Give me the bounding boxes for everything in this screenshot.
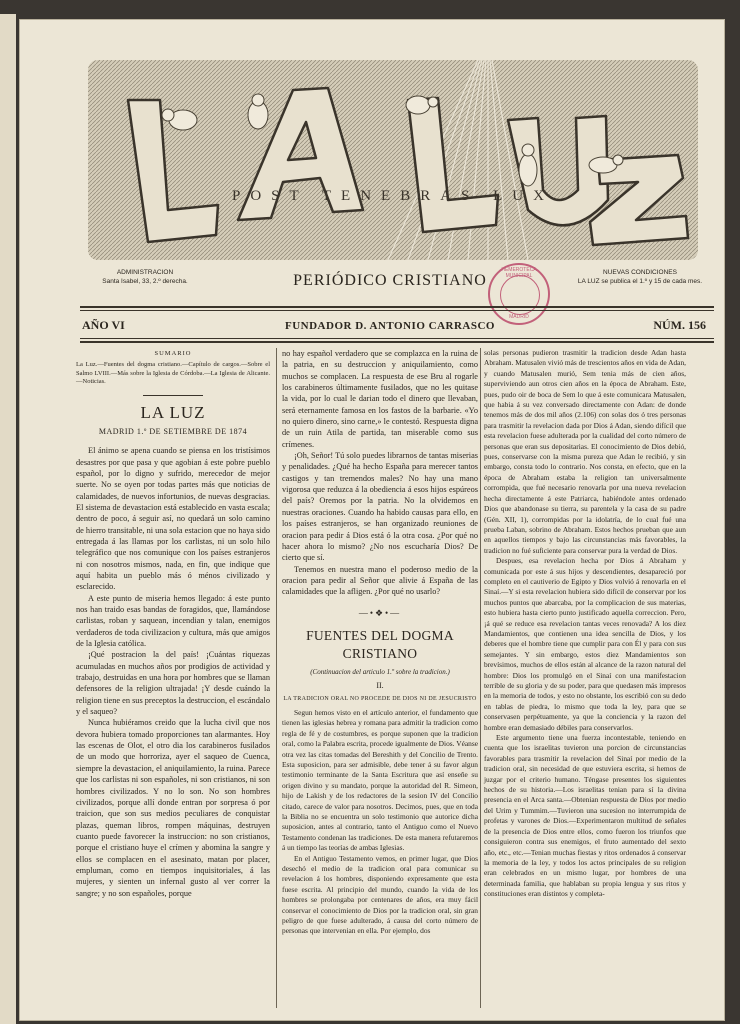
founder-line: FUNDADOR D. ANTONIO CARRASCO: [285, 320, 495, 332]
divider-rule: [80, 310, 714, 311]
article-paragraph: no hay español verdadero que se complazca en la ruina de la patria, en su destruccion y aniquilamiento, como muchos se complacen. La respuesta de ese Bru al rogarle los carabineros últimamente fusilados, que no les quitase la vida, por lo cual le darian todo el dinero que llevaban, será eternamente famosa en los fastos de la barbarie. «Yo no quiero dinero, sino carne,» le contestó. Respuesta digna de un ruin Atila de partida, tan miserable como sus crímenes.: [282, 349, 478, 449]
periodical-subtitle: PERIÓDICO CRISTIANO: [293, 272, 487, 289]
column-rule: [480, 348, 481, 1008]
adjacent-page-strip: [0, 14, 16, 1024]
motto-text: POST TENEBRAS LUX: [232, 188, 554, 204]
masthead-art: [88, 60, 698, 260]
article-paragraph: Despues, esa revelacion hecha por Dios á Abraham y comunicada por este á sus hijos y descendientes, desapareció por completo en el cautiverio de Egipto y Dios volvió á renovarla en el Sinaí.—Y si esta revelacion hubiera sido difícil de conservar por los muchos puntos que abarcaba, por la complicacion de sus materias, esto hubiera hasta cierto punto justificado aquella correccion. Pero, ¡á qué se reduce esa revelacion tantas veces renovada? A los diez Mandamientos, que contienen una idea sencilla de Dios, y los deberes que el hombre tiene que cumplir para con Él y para con sus semejantes. Y sin embargo, estos diez Mandamientos son brevísimos, muchos de ellos están al alcance de la razon natural del hombre: Dios los promulgó en el Sinaí con una manifestacion terrible de su gloria y de su poder, para que quedasen más impresos en la memoria de todos, y esto no obstante, los escribió con su dedo en tablas de piedra, lo mismo que toda la ley, para que se conservasen perpétuamente, ya que la conciencia y la razon del hombre eran demasiado débiles para conservarlos.: [484, 556, 686, 732]
ornament-divider: —•❖•—: [358, 607, 402, 618]
continuation-note: (Continuacion del articulo 1.º sobre la tradicion.): [310, 667, 450, 676]
article-paragraph: ¡Qué postracion la del país! ¡Cuántas riquezas acumuladas en muchos años por prodigios de actividad y trabajo, destruidas en una hora por hombres que se llaman defensores de la religion ultrajada! ¡Y desde cuándo la religion tiene en sus preceptos la destruccion, el escándalo y el saqueo?: [76, 650, 270, 717]
article-heading: FUENTES DEL DOGMA CRISTIANO: [306, 627, 454, 661]
column-rule: [276, 348, 277, 1008]
article-paragraph: Este argumento tiene una fuerza incontestable, teniendo en cuenta que los israelitas tuvieron una porcion de circunstancias favorables para trasmitir la revelacion del Sinaí por medio de la tradicion oral, sin necesidad de que estuviera escrita, si hemos de juzgar por el criterio humano. Téngase presentes los siguientes hechos de su historia.—Los israelitas tenian para sí la divina presencia en el Arca santa.—Obtenian respuesta de Dios por medio del Urim y Tummim.—Tuvieron una sucesion no interrumpida de profetas y varones de Dios.—Experimentaron multitud de señales de la presencia de Dios entre ellos, como fueron los triunfos que consiguieron contra sus enemigos, el fruto aumentado del sexto año, etc., etc.—Tenian muchas fiestas y ritos ordenados á conservar la memoria de la ley, y todos los actos principales de su religion eran celebrados en un mismo lugar, por hombres de una determinada familia, que hablaban su propia lengua y sus ritos y constituciones eran distintos y completa-: [484, 733, 686, 899]
column-2: [282, 348, 478, 937]
section-title: LA TRADICION ORAL NO PROCEDE DE DIOS NI DE JESUCRISTO: [283, 695, 477, 702]
section-number: II.: [376, 681, 384, 691]
article-paragraph: Nunca hubiéramos creido que la lucha civil que nos devora hubiera tomado proporciones tan alarmantes. Hoy las escenas de Olot, el otro dia los carabineros fusilados de un modo que horroriza, ayer el saqueo de Cuenca, siempre la devastacion, el aniquilamiento, la ruina. Parece que los carlistas ni son españoles, ni son cristianos, ni son hombres civilizados. Y no lo son. No son hombres civilizados, porque allí donde entran por sorpresa ó por traicion, que son sus medios peculiares de conquistar plazas, queman libros, rompen máquinas, destruyen cuanto puede favorecer la instruccion: no son cristianos, porque el cristiano huye el crímen y abomina la sangre y ellos se complacen en el asesinato, matan por placer, empluman, como en tiempos inquisitoriales, á las mujeres, y sienten un infernal gusto al ver correr la sangre; y no son españoles, porque: [76, 718, 270, 898]
article-paragraph: En el Antiguo Testamento vemos, en primer lugar, que Dios desechó el medio de la tradicion oral para comunicar su revelacion á los hombres, disponiendo expresamente que esta fuese escrita. Al principio del mundo, cuando la vida de los hombres se prolongaba por centenares de años, era muy fácil conservar el conocimiento de Dios por la tradicion oral, sin gran peligro de que fuese adulterado, á causa del corto número de personas que intervenian en ella. Por ejemplo, dos: [282, 853, 478, 936]
stamp-bottom-text: MADRID: [509, 314, 529, 320]
short-rule: [143, 395, 203, 396]
stamp-top-text: HEMEROTECA MUNICIPAL: [501, 267, 537, 279]
divider-rule: [80, 306, 714, 308]
masthead-illustration: [88, 60, 698, 260]
dateline: MADRID 1.º DE SETIEMBRE DE 1874: [98, 426, 248, 436]
article-paragraph: ¡Oh, Señor! Tú solo puedes librarnos de tantas miserias y penalidades. ¿Qué ha hecho España para merecer tantos castigos y tan tremendos males? No hay una mano vigorosa que reduzca á la obediencia á esos hijos espúreos del país? Oremos por la patria. No la olvidemos en nuestras oraciones. Cuando ha habido causas para ello, en los países estranjeros, se han organizado reuniones de oracion para pedir á Dios está ó la otra cosa. ¿Por qué no hacer ahora lo mismo? ¿No nos escucharía Dios? De cierto que sí.: [282, 451, 478, 563]
summary-heading: SUMARIO: [154, 350, 192, 357]
issue-year: AÑO VI: [82, 318, 125, 332]
conds-text: LA LUZ se publica el 1.º y 15 de cada mes.: [577, 277, 703, 285]
issue-number: NÚM. 156: [653, 318, 706, 332]
library-stamp: [488, 263, 550, 325]
article-paragraph: solas personas pudieron trasmitir la tradicion desde Adan hasta Abraham. Matusalen vivió más de trescientos años en vida de Adan, y cuando Matusalen murió, Sem tenia más de cien años, superviviendo aun otros cien años en la época de Abraham. Este, pues, pudo oir de boca de Sem lo que á este comunicara Matusalen, que habia á su vez conversado directamente con Adan: de donde tenemos más de dos mil años (2.106) con solas dos ó tres personas para trasmitir la revelacion dada por Dios á Adan, siendo difícil que esta revelacion fuese adulterada por la cualidad del corto número de personas que eran sus depositarias. El conocimiento de Dios debió, pues, conservarse con la misma pureza que Adan le recibió, y sin embargo, consta todo lo contrario. Nos consta, en efecto, que en la época de Abraham estaba la religion tan universalmente corrompida, que fué necesario renovarla por una nueva revelacion hecha directamente á este Patriarca, habiéndole antes ordenado Dios que abandonase su tierra, su parentela y la casa de su padre (Gén. XII, 1), corrompidas por la idolatría, de lo cual fué una prueba Laban, sobrino de Abraham. Estos hechos prueban que aun en aquellos tiempos y bajo las circunstancias más favorables, la tradicion no fué suficiente para conservar pura la verdad de Dios.: [484, 348, 686, 555]
divider-rule: [80, 338, 714, 339]
subscription-conditions: [550, 269, 724, 287]
divider-rule: [80, 341, 714, 343]
article-paragraph: A este punto de miseria hemos llegado: á este punto nos han traido esas bandas de foragidos, que, llamándose carlistas, roban y saquean, incendian y talan, enemigos verdaderos de toda civilizacion y cultura, más que amigos de la Iglesia católica.: [76, 593, 270, 649]
newspaper-page: [20, 20, 724, 1020]
stamp-crest: [500, 275, 540, 315]
column-3: [484, 348, 686, 900]
article-paragraph: Tenemos en nuestra mano el poderoso medio de la oracion para pedir al Señor que alivie á España de las calamidades que la afligen. ¿Por qué no usarlo?: [282, 564, 478, 597]
article-heading: LA LUZ: [140, 402, 206, 422]
conds-label: NUEVAS CONDICIONES: [603, 269, 677, 276]
article-paragraph: Segun hemos visto en el artículo anterior, el fundamento que tienen las iglesias hebrea y romana para admitir la tradicion como regla de fé y de costumbres, es porque suponen que la tradicion oral, como la Palabra escrita, procede igualmente de Dios. Véanse otra vez las citas tomadas del Bereshith y del Concilio de Trento. Esta suposicion, para ser admisible, debe tener á su favor algun testimonio terminante de la Santa Escritura que así enseñe su origen divino y su mandato, porque la autoridad del R. Simeon, hijo de Lakish y de los redactores de la sesion IV del Concilio citado, carece de valor para nosotros. Decimos, pues, que en toda la Biblia no se encuentra un solo testimonio que autorice dicha suposicion, antes al contrario, tanto el Antiguo como el Nuevo Testamento condenan las tradiciones. De esta manera refutaremos á un tiempo las teorías de ambas Iglesias.: [282, 707, 478, 853]
administration-info: [80, 269, 210, 287]
summary-text: La Luz.—Fuentes del dogma cristiano.—Capítulo de cargos.—Sobre el Salmo LVIII.—Más sobre la Iglesia de Córdoba.—La Iglesia de Alicante.—Noticias.: [76, 361, 270, 386]
column-1: [76, 348, 270, 899]
article-paragraph: El ánimo se apena cuando se piensa en los tristísimos desastres por que pasa y que agobian á este pobre pueblo español, por lo digno y sufrido, merecedor de mejor suerte. No se oyen por todas partes más que noticias de calamidades, de nuevos infortunios, de nuevas desgracias. El sistema de devastacion está establecido en vasta escala; dentro de poco, á seguir así, no quedará un solo camino de hierro transitable, ni una sola estacion que no haya sido entregada á las llamas por los carlistas, ni un solo hilo telegráfico que nos comunique con los países estranjeros ni con nosotros mismos, nada, en fin, que indique que aquí habita un pueblo más ó ménos civilizado y esclarecido.: [76, 446, 270, 592]
admin-label: ADMINISTRACION: [116, 269, 174, 276]
admin-address: Santa Isabel, 33, 2.º derecha.: [102, 277, 188, 285]
